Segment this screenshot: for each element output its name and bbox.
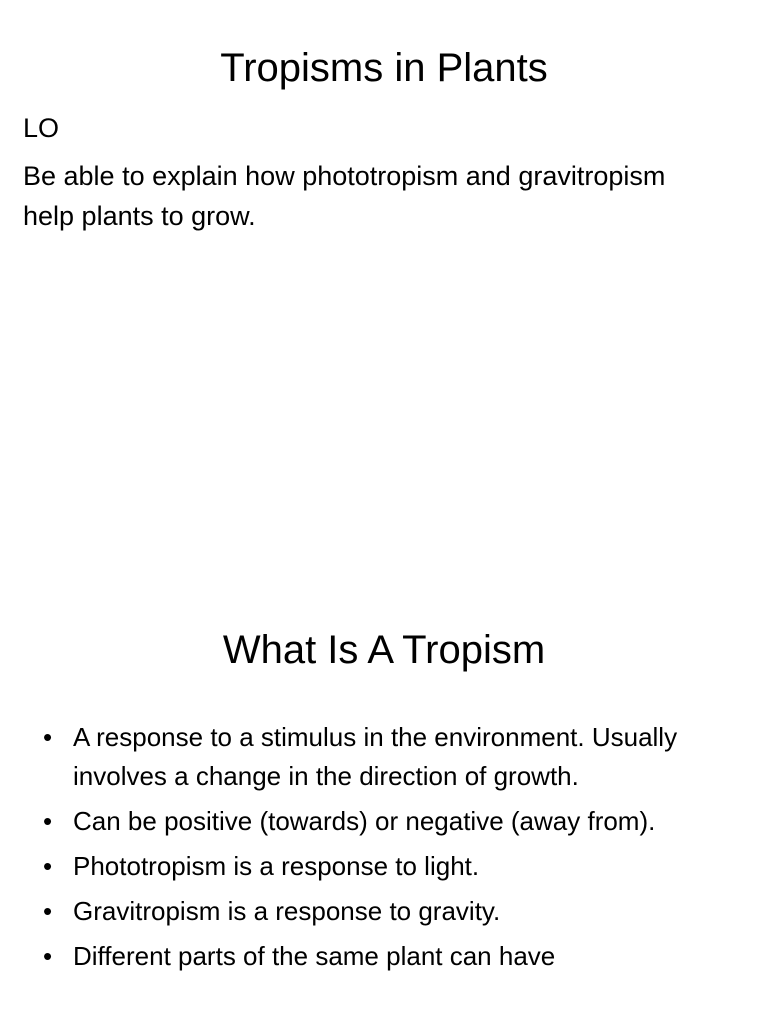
- bullet-text: Phototropism is a response to light.: [73, 851, 480, 881]
- bullet-text: Can be positive (towards) or negative (away from).: [73, 806, 656, 836]
- learning-objective-label: LO: [23, 113, 60, 143]
- bullet-point-icon: •: [43, 941, 53, 971]
- bullet-text: Different parts of the same plant can have: [73, 941, 556, 971]
- bullet-item: [0, 718, 768, 796]
- learning-objective-text: Be able to explain how phototropism and gravitropism help plants to grow.: [23, 161, 666, 231]
- bullet-text: A response to a stimulus in the environment. Usually involves a change in the direction of growth.: [73, 722, 678, 791]
- bullet-item: [0, 847, 768, 886]
- slide-title: What Is A Tropism: [222, 628, 546, 672]
- slide-title: Tropisms in Plants: [220, 46, 548, 90]
- bullet-point-icon: •: [43, 851, 53, 881]
- bullet-item: [0, 802, 768, 841]
- bullet-point-icon: •: [43, 806, 53, 836]
- bullet-point-icon: •: [43, 896, 53, 926]
- bullet-text: Gravitropism is a response to gravity.: [73, 896, 501, 926]
- bullet-item: [0, 892, 768, 931]
- bullet-item: [0, 937, 768, 976]
- bullet-point-icon: •: [43, 722, 53, 752]
- slide-what-is-a-tropism: [0, 576, 768, 1024]
- bullet-list: [0, 718, 768, 982]
